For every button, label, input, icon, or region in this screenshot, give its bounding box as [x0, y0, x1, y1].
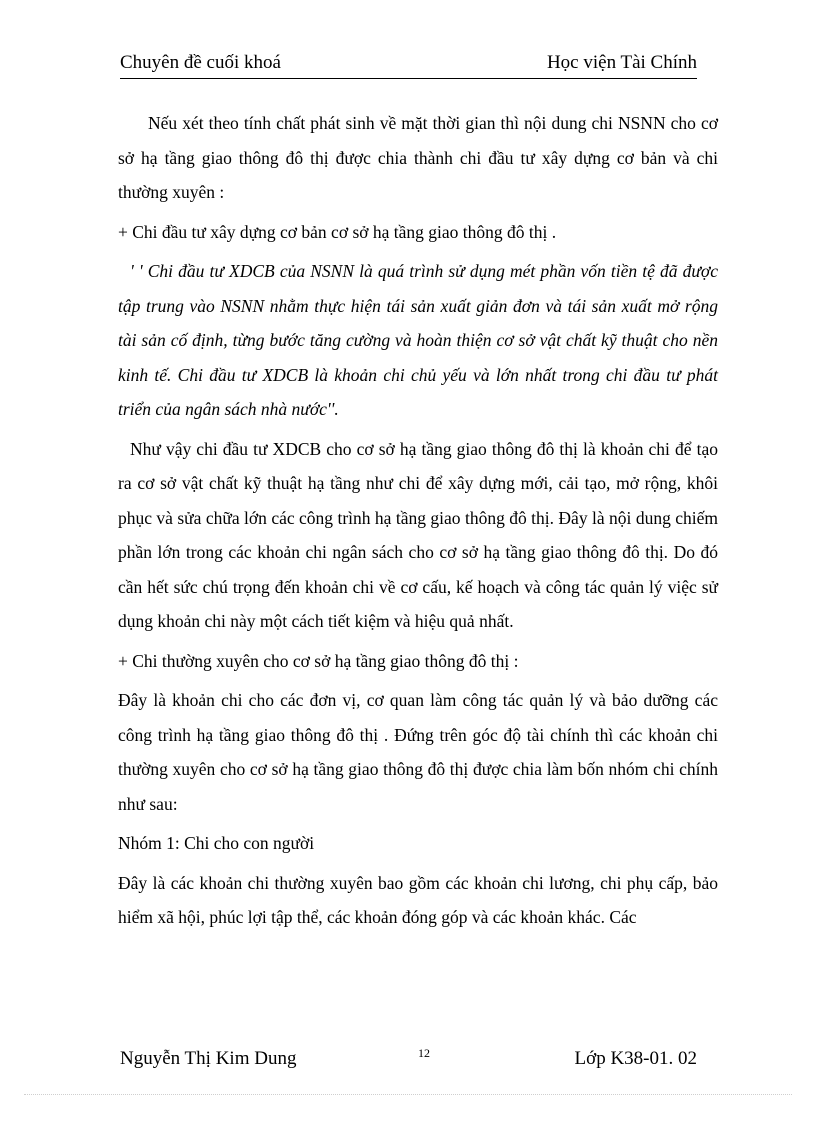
section-heading-recurrent-spending: + Chi thường xuyên cho cơ sở hạ tầng giao thông đô thị :	[118, 650, 519, 671]
paragraph-intro: Nếu xét theo tính chất phát sinh về mặt thời gian thì nội dung chi NSNN cho cơ sở hạ tầng giao thông đô thị được chia thành chi đầu tư xây dựng cơ bản và chi thường xuyên :	[118, 113, 718, 202]
page-header	[120, 52, 697, 79]
footer-author: Nguyễn Thị Kim Dung	[120, 1048, 297, 1069]
header-institution: Học viện Tài Chính	[546, 52, 697, 73]
page-number: 12	[418, 1046, 430, 1060]
paragraph-capital-investment: Như vậy chi đầu tư XDCB cho cơ sở hạ tầng giao thông đô thị là khoản chi để tạo ra cơ sở vật chất kỹ thuật hạ tầng như chi để xây dựng mới, cải tạo, mở rộng, khôi phục và sửa chữa lớn các công trình hạ tầng giao thông đô thị. Đây là nội dung chiếm phần lớn trong các khoản chi ngân sách cho cơ sở hạ tầng giao thông đô thị. Do đó cần hết sức chú trọng đến khoản chi về cơ cấu, kế hoạch và công tác quản lý việc sử dụng khoản chi này một cách tiết kiệm và hiệu quả nhất.	[118, 438, 718, 631]
header-title: Chuyên đề cuối khoá	[120, 52, 281, 73]
group-heading-people: Nhóm 1: Chi cho con người	[118, 833, 315, 853]
document-body	[118, 106, 718, 940]
footer-class: Lớp K38-01. 02	[574, 1048, 697, 1069]
section-heading-capital-investment: + Chi đầu tư xây dựng cơ bản cơ sở hạ tầng giao thông đô thị .	[118, 221, 557, 242]
quote-definition: ' ' Chi đầu tư XDCB của NSNN là quá trình sử dụng mét phần vốn tiền tệ đã được tập trung vào NSNN nhằm thực hiện tái sản xuất giản đơn và tái sản xuất mở rộng tài sản cố định, từng bước tăng cường và hoàn thiện cơ sở vật chất kỹ thuật cho nền kinh tế. Chi đầu tư XDCB là khoản chi chủ yếu và lớn nhất trong chi đầu tư phát triển của ngân sách nhà nước''.	[118, 261, 718, 419]
paragraph-recurrent-spending: Đây là khoản chi cho các đơn vị, cơ quan làm công tác quản lý và bảo dưỡng các công trình hạ tầng giao thông đô thị . Đứng trên góc độ tài chính thì các khoản chi thường xuyên cho cơ sở hạ tầng giao thông đô thị được chia làm bốn nhóm chi chính như sau:	[118, 690, 718, 814]
page-footer	[120, 1048, 697, 1076]
page-bottom-divider	[24, 1094, 792, 1095]
paragraph-people-spending: Đây là các khoản chi thường xuyên bao gồm các khoản chi lương, chi phụ cấp, bảo hiểm xã hội, phúc lợi tập thể, các khoản đóng góp và các khoản khác. Các	[118, 872, 718, 927]
